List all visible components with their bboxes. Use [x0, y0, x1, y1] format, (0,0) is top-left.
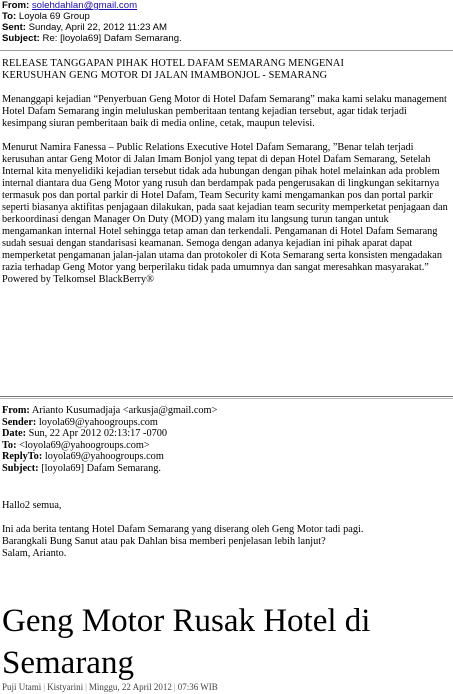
- release-paragraph-1: Menanggapi kejadian “Penyerbuan Geng Motor di Hotel Dafam Semarang” maka kami selaku management Hotel Dafam Semarang ingin meluluskan pemberitaan tentang kejadian tersebut, agar tidak terjadi kesimpang siuran pemberitaan baik di media online, cetak, maupun televisi.: [2, 94, 447, 129]
- fwd-date-label: Date:: [2, 428, 27, 439]
- fwd-subject-value: [loyola69] Dafam Semarang.: [41, 462, 161, 474]
- fwd-replyto-label: ReplyTo:: [2, 451, 43, 462]
- greeting: Hallo2 semua,: [2, 500, 62, 511]
- fwd-sender-row: [2, 417, 451, 429]
- byline-separator: |: [43, 682, 46, 692]
- byline-time: 07:36 WIB: [177, 682, 218, 692]
- headline-line-1: Geng Motor Rusak Hotel di: [2, 603, 371, 639]
- powered-by: Powered by Telkomsel BlackBerry®: [2, 274, 154, 285]
- header-divider: [0, 50, 453, 51]
- headline-line-2: Semarang: [2, 645, 134, 681]
- from-email-link[interactable]: solehdahlan@gmail.com: [31, 0, 138, 11]
- subject-label: Subject:: [2, 33, 40, 44]
- fwd-subject-row: [2, 463, 451, 475]
- fwd-date-value: Sun, 22 Apr 2012 02:13:17 -0700: [28, 428, 168, 439]
- quote-divider: [0, 396, 453, 397]
- fwd-replyto-row: [2, 451, 451, 463]
- fwd-to-label: To:: [2, 439, 17, 451]
- subject-row: [2, 33, 451, 44]
- release-paragraph-2: Menurut Namira Fanessa – Public Relations Executive Hotel Dafam Semarang, ”Benar telah terjadi kerusuhan antar Geng Motor di Jalan Imam Bonjol yang tepat di depan Hotel Dafam Semarang, Setelah Internal kita menyelidiki kejadian tersebut tidak ada hubungan dengan pihak hotel melainkan ada problem internal diantara dua Geng Motor yang rusuh dan berdampak pada pengerusakan di lingkungan sekitarnya termasuk pos dan portal parkir di Hotel Dafam, Team Security kami mengamankan pos dan portal parkir seperti biasanya aktifitas penjagaan dilakukan, pada saat kejadian team security memperketat penjagaan dan berkoordinasi dengan Manager On Duty (MOD) yang malam itu langsung turun tangan untuk mengamankan internal Hotel sehingga tetap aman dan terkendali. Pengamanan di Hotel Dafam Semarang sudah sesuai dengan standarisasi keamanan. Semoga dengan adanya kejadian ini pihak aparat dapat memperketat pengamanan jalan-jalan utama dan protokoler di Kota Semarang serta konsisten mengadakan razia terhadap Geng Motor yang berperilaku tidak pada umumnya dan sangat meresahkan masyarakat.”: [2, 142, 448, 273]
- article-headline: [2, 600, 451, 684]
- release-title-line-2: KERUSUHAN GENG MOTOR DI JALAN IMAMBONJOL - SEMARANG: [2, 70, 328, 81]
- fwd-sender-value: loyola69@yahoogroups.com: [38, 416, 158, 428]
- forwarded-email-header: [2, 405, 451, 474]
- byline-separator: |: [173, 682, 176, 692]
- forwarded-message-body: [2, 500, 451, 560]
- release-body: [2, 58, 451, 286]
- subject-value: Re: [loyola69] Dafam Semarang.: [42, 33, 182, 44]
- byline-author-1: Puji Utami: [2, 682, 42, 692]
- sent-value: Sunday, April 22, 2012 11:23 AM: [28, 22, 167, 33]
- article-byline: [2, 682, 218, 693]
- fwd-to-row: [2, 440, 451, 452]
- from-label: From:: [2, 0, 30, 11]
- byline-separator: |: [85, 682, 87, 692]
- fwd-to-value: <loyola69@yahoogroups.com>: [19, 439, 150, 451]
- fwd-from-value: Arianto Kusumadjaja <arkusja@gmail.com>: [31, 405, 218, 416]
- byline-author-2: Kistyarini: [47, 682, 84, 692]
- byline-date: Minggu, 22 April 2012: [88, 682, 172, 692]
- fwd-sender-label: Sender:: [2, 416, 37, 428]
- fwd-subject-label: Subject:: [2, 462, 39, 474]
- to-value: Loyola 69 Group: [18, 11, 90, 22]
- quote-divider-shadow: [0, 398, 453, 399]
- to-row: [2, 11, 451, 22]
- release-title-line-1: RELEASE TANGGAPAN PIHAK HOTEL DAFAM SEMARANG MENGENAI: [2, 58, 344, 69]
- sent-label: Sent:: [2, 22, 26, 33]
- to-label: To:: [2, 11, 17, 22]
- fwd-from-label: From:: [2, 405, 30, 416]
- fwd-date-row: [2, 428, 451, 440]
- message-line-2: Barangkali Bung Sanut atau pak Dahlan bisa memberi penjelasan lebih lanjut?: [2, 536, 326, 547]
- fwd-replyto-value: loyola69@yahoogroups.com: [44, 451, 164, 462]
- sent-row: [2, 22, 451, 33]
- fwd-from-row: [2, 405, 451, 417]
- from-row: [2, 0, 451, 11]
- message-line-1: Ini ada berita tentang Hotel Dafam Semarang yang diserang oleh Geng Motor tadi pagi.: [2, 524, 364, 535]
- message-line-3: Salam, Arianto.: [2, 548, 67, 559]
- email-header: [2, 0, 451, 44]
